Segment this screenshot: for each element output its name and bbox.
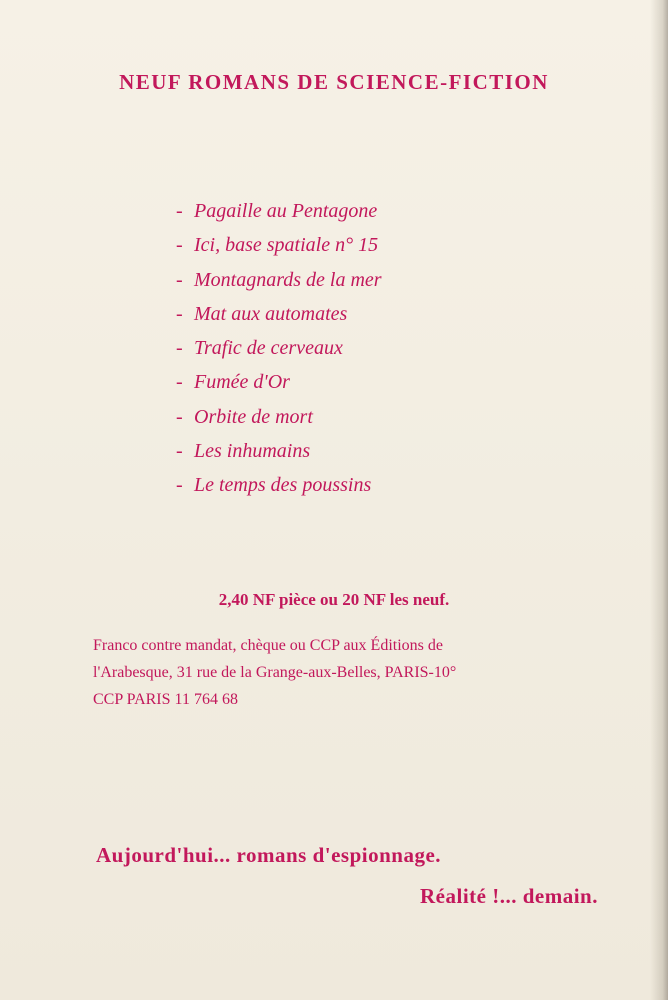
list-item bbox=[176, 196, 536, 230]
list-marker: - bbox=[176, 268, 183, 291]
page-edge-shadow bbox=[650, 0, 668, 1000]
price-info: 2,40 NF pièce ou 20 NF les neuf. bbox=[218, 590, 450, 609]
list-marker: - bbox=[176, 371, 183, 394]
order-line-1: Franco contre mandat, chèque ou CCP aux Éditions de bbox=[93, 637, 443, 654]
list-marker: - bbox=[176, 200, 183, 222]
list-marker: - bbox=[176, 440, 183, 463]
list-marker: - bbox=[176, 337, 183, 360]
novel-title-list bbox=[176, 196, 536, 505]
list-marker: - bbox=[176, 302, 183, 325]
list-item bbox=[176, 470, 536, 504]
list-marker: - bbox=[176, 474, 183, 497]
slogan-line-1: Aujourd'hui... romans d'espionnage. bbox=[96, 843, 442, 867]
novel-title: Trafic de cerveaux bbox=[194, 337, 343, 360]
novel-title: Mat aux automates bbox=[194, 302, 348, 325]
order-line-3: CCP PARIS 11 764 68 bbox=[93, 691, 238, 708]
list-marker: - bbox=[176, 234, 183, 257]
novel-title: Fumée d'Or bbox=[194, 371, 290, 394]
page-heading: NEUF ROMANS DE SCIENCE-FICTION bbox=[119, 70, 549, 94]
list-item bbox=[176, 367, 536, 401]
list-item bbox=[176, 299, 536, 333]
list-item bbox=[176, 265, 536, 299]
list-item bbox=[176, 402, 536, 436]
slogan-line-2: Réalité !... demain. bbox=[420, 884, 598, 908]
order-info bbox=[93, 632, 613, 713]
novel-title: Le temps des poussins bbox=[194, 474, 372, 497]
novel-title: Ici, base spatiale n° 15 bbox=[194, 234, 379, 257]
list-item bbox=[176, 230, 536, 264]
novel-title: Montagnards de la mer bbox=[194, 268, 382, 291]
novel-title: Orbite de mort bbox=[194, 405, 313, 428]
list-item bbox=[176, 333, 536, 367]
novel-title: Pagaille au Pentagone bbox=[194, 200, 378, 222]
list-marker: - bbox=[176, 405, 183, 428]
order-line-2: l'Arabesque, 31 rue de la Grange-aux-Belles, PARIS-10° bbox=[93, 664, 457, 681]
list-item bbox=[176, 436, 536, 470]
novel-title: Les inhumains bbox=[194, 440, 311, 463]
